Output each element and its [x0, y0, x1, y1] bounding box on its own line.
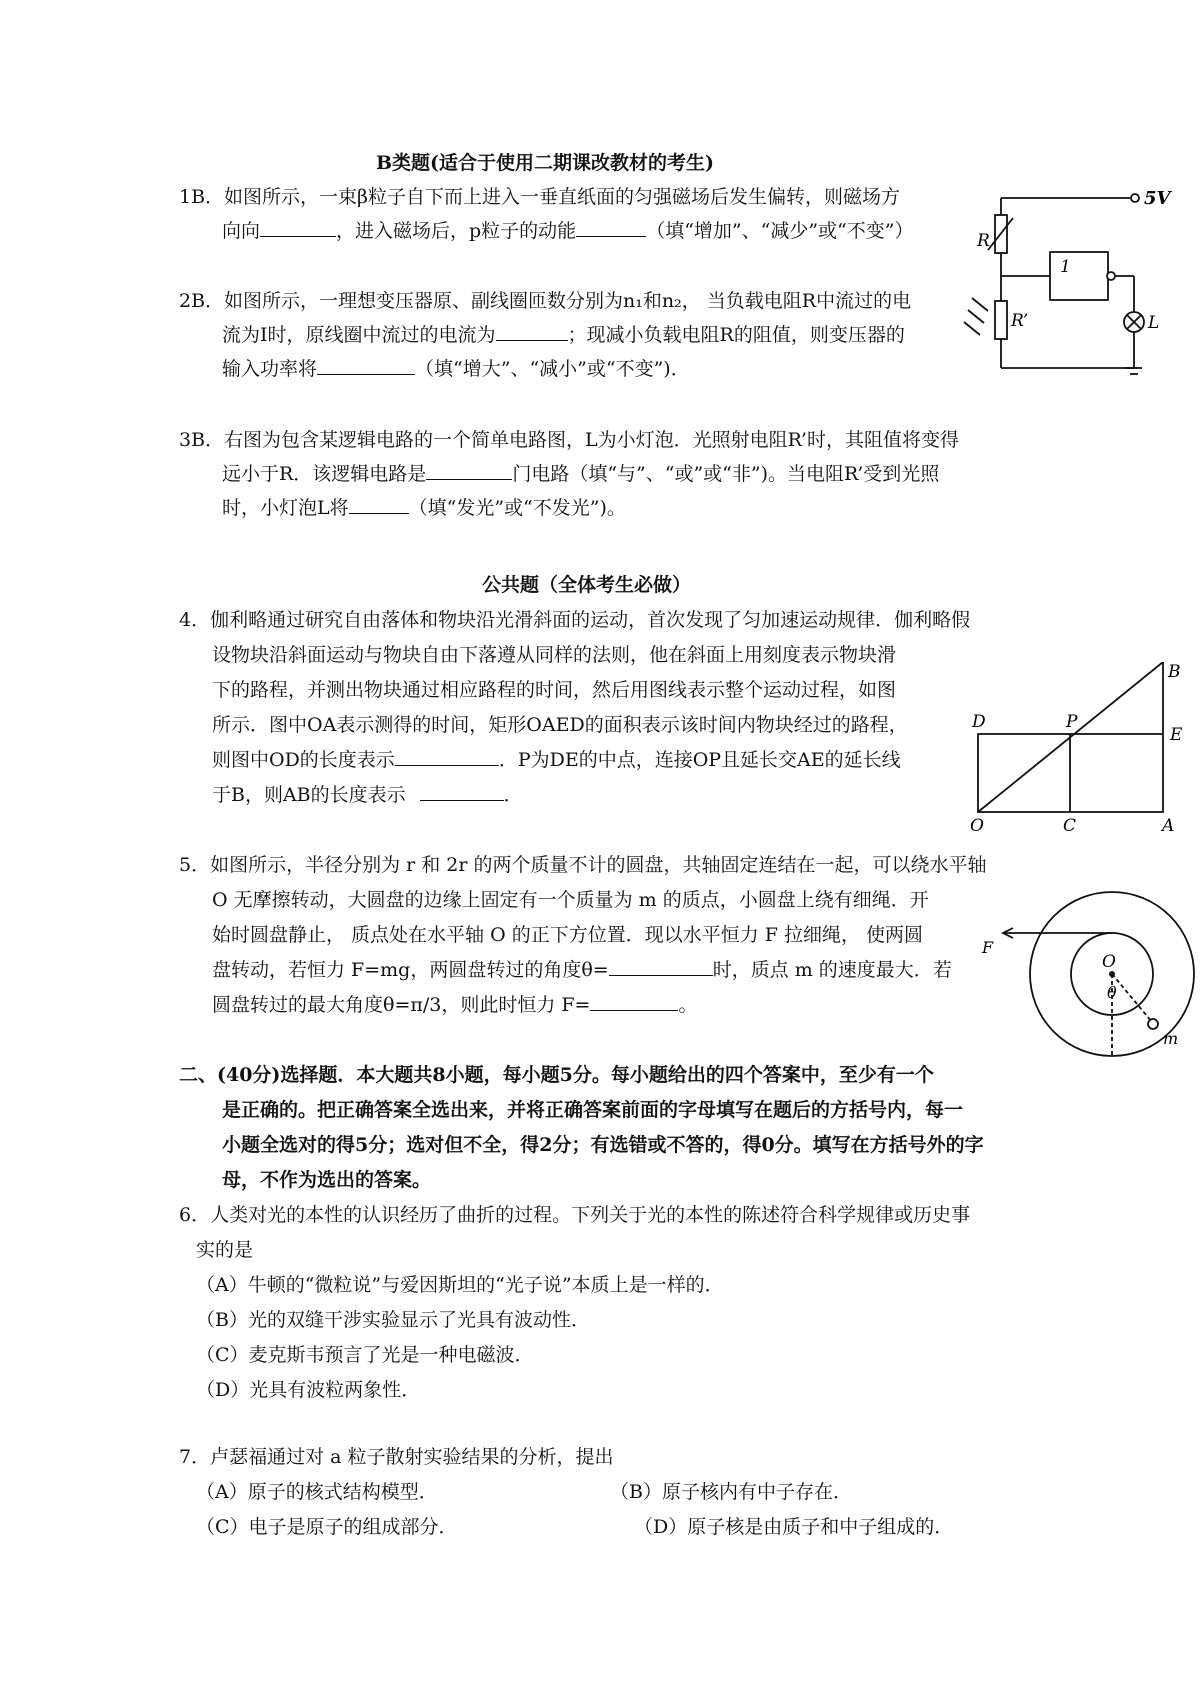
- q6-option-d[interactable]: （D）光具有波粒两象性．: [196, 1379, 421, 1401]
- q4-blank-1[interactable]: [395, 743, 499, 766]
- q1b-blank-1[interactable]: [260, 214, 336, 237]
- q3b-line3: [222, 491, 626, 525]
- q6-option-c[interactable]: （C）麦克斯韦预言了光是一种电磁波．: [196, 1344, 534, 1366]
- q5-blank-1[interactable]: [609, 953, 713, 976]
- circuit-lamp-label: L: [1148, 313, 1160, 333]
- q7-option-a[interactable]: （A）原子的核式结构模型．: [196, 1481, 438, 1503]
- q2b-text-c: 输入功率将: [222, 358, 318, 380]
- q7-stem: 7．卢瑟福通过对 a 粒子散射实验结果的分析，提出: [179, 1446, 614, 1468]
- q3b-line2: [222, 457, 939, 491]
- q4-line2: 设物块沿斜面运动与物块自由下落遵从同样的法则，他在斜面上用刻度表示物块滑: [212, 644, 897, 666]
- q1b-text-c: （填“增加”、“减少”或“不变”）: [646, 220, 914, 242]
- graph-label-a: A: [1162, 816, 1175, 832]
- graph-label-c: C: [1063, 816, 1077, 832]
- q1b-text-a: 向向: [222, 220, 261, 242]
- q5-text-d: 。: [678, 994, 698, 1016]
- circuit-supply-label: 5V: [1144, 188, 1171, 209]
- q4-line4: 所示．图中OA表示测得的时间，矩形OAED的面积表示该时间内物块经过的路程，: [212, 714, 908, 736]
- q4-text-c: 于B，则AB的长度表示: [212, 784, 406, 806]
- section-two-line1: 二、(40分)选择题．本大题共8小题，每小题5分。每小题给出的四个答案中，至少有一个: [179, 1064, 934, 1086]
- graph-figure: [966, 662, 1196, 832]
- circuit-figure: [958, 178, 1194, 400]
- q2b-text-b: ；现减小负载电阻R的阻值，则变压器的: [567, 324, 905, 346]
- q5-line5: [212, 988, 698, 1022]
- q1b-blank-2[interactable]: [576, 214, 646, 237]
- q2b-blank-2[interactable]: [317, 352, 415, 375]
- q3b-blank-2[interactable]: [349, 491, 409, 514]
- q2b-text-d: （填“增大”、“减小”或“不变”)．: [415, 358, 690, 380]
- q6-option-b[interactable]: （B）光的双缝干涉实验显示了光具有波动性．: [196, 1309, 590, 1331]
- q7-option-d[interactable]: （D）原子核是由质子和中子组成的．: [634, 1516, 954, 1538]
- section-two-line4: 母，不作为选出的答案。: [222, 1169, 432, 1191]
- graph-label-e: E: [1170, 725, 1183, 745]
- q1b-line1: 1B．如图所示，一束β粒子自下而上进入一垂直纸面的匀强磁场后发生偏转，则磁场方: [179, 186, 901, 208]
- q3b-line1: 3B．右图为包含某逻辑电路的一个简单电路图，L为小灯泡．光照射电阻R’时，其阻值将变得: [179, 429, 959, 451]
- q4-text-a: 则图中OD的长度表示: [212, 749, 395, 771]
- q7-option-b[interactable]: （B）原子核内有中子存在．: [610, 1481, 852, 1503]
- disk-force-label: F: [982, 938, 994, 957]
- q3b-text-d: （填“发光”或“不发光”)。: [408, 497, 626, 519]
- disk-mass-label: m: [1163, 1029, 1179, 1048]
- section-common-title: 公共题（全体考生必做）: [482, 574, 692, 596]
- graph-label-b: B: [1168, 662, 1181, 682]
- q6-line2: 实的是: [196, 1239, 254, 1261]
- graph-label-p: P: [1066, 712, 1078, 732]
- q3b-text-a: 远小于R．该逻辑电路是: [222, 463, 427, 485]
- q2b-line2: [222, 318, 905, 352]
- q2b-line3: [222, 352, 690, 386]
- disk-angle-label: θ: [1107, 983, 1117, 1002]
- section-two-line2: 是正确的。把正确答案全选出来，并将正确答案前面的字母填写在题后的方括号内，每一: [222, 1099, 964, 1121]
- q3b-blank-1[interactable]: [426, 457, 512, 480]
- q4-text-d: ．: [503, 784, 523, 806]
- q4-line6: [212, 778, 523, 812]
- q4-line5: [212, 743, 901, 777]
- section-b-title: B类题(适合于使用二期课改教材的考生): [376, 152, 715, 174]
- circuit-r-label: R: [977, 231, 990, 251]
- circuit-gate-label: 1: [1060, 257, 1071, 277]
- circuit-r-prime-label: R’: [1011, 311, 1029, 331]
- q5-line3: 始时圆盘静止， 质点处在水平轴 O 的正下方位置．现以水平恒力 F 拉细绳， 使两圆: [212, 924, 923, 946]
- q5-text-b: 时，质点 m 的速度最大．若: [712, 959, 952, 981]
- q5-line2: O 无摩擦转动，大圆盘的边缘上固定有一个质量为 m 的质点，小圆盘上绕有细绳．开: [212, 889, 929, 911]
- q2b-line1: 2B．如图所示，一理想变压器原、副线圈匝数分别为n₁和n₂， 当负载电阻R中流过的电: [179, 290, 912, 312]
- q5-blank-2[interactable]: [590, 988, 678, 1011]
- q6-line1: 6．人类对光的本性的认识经历了曲折的过程。下列关于光的本性的陈述符合科学规律或历史事: [179, 1204, 971, 1226]
- q5-line1: 5．如图所示，半径分别为 r 和 2r 的两个质量不计的圆盘，共轴固定连结在一起，可以绕水平轴: [179, 854, 987, 876]
- q4-blank-2[interactable]: [420, 778, 504, 801]
- graph-label-d: D: [972, 712, 986, 732]
- q5-text-c: 圆盘转过的最大角度θ=π/3，则此时恒力 F=: [212, 994, 591, 1016]
- disk-axis-label: O: [1102, 952, 1116, 972]
- q5-text-a: 盘转动，若恒力 F=mg，两圆盘转过的角度θ=: [212, 959, 609, 981]
- q4-line3: 下的路程，并测出物块通过相应路程的时间，然后用图线表示整个运动过程，如图: [212, 679, 897, 701]
- q2b-text-a: 流为I时，原线圈中流过的电流为: [222, 324, 496, 346]
- q3b-text-c: 时，小灯泡L将: [222, 497, 349, 519]
- q4-text-b: ．P为DE的中点，连接OP且延长交AE的延长线: [498, 749, 901, 771]
- q7-option-c[interactable]: （C）电子是原子的组成部分．: [196, 1516, 458, 1538]
- section-two-line3: 小题全选对的得5分；选对但不全，得2分；有选错或不答的，得0分。填写在方括号外的字: [222, 1134, 984, 1156]
- q2b-blank-1[interactable]: [496, 318, 568, 341]
- q4-line1: 4．伽利略通过研究自由落体和物块沿光滑斜面的运动，首次发现了匀加速运动规律．伽利略假: [179, 609, 971, 631]
- graph-label-o: O: [970, 816, 984, 832]
- disk-figure: [975, 882, 1197, 1062]
- q5-line4: [212, 953, 952, 987]
- q3b-text-b: 门电路（填“与”、“或”或“非”)。当电阻R’受到光照: [512, 463, 940, 485]
- q1b-text-b: ，进入磁场后，p粒子的动能: [336, 220, 577, 242]
- q1b-line2: [222, 214, 913, 248]
- q6-option-a[interactable]: （A）牛顿的“微粒说”与爱因斯坦的“光子说”本质上是一样的．: [196, 1274, 724, 1296]
